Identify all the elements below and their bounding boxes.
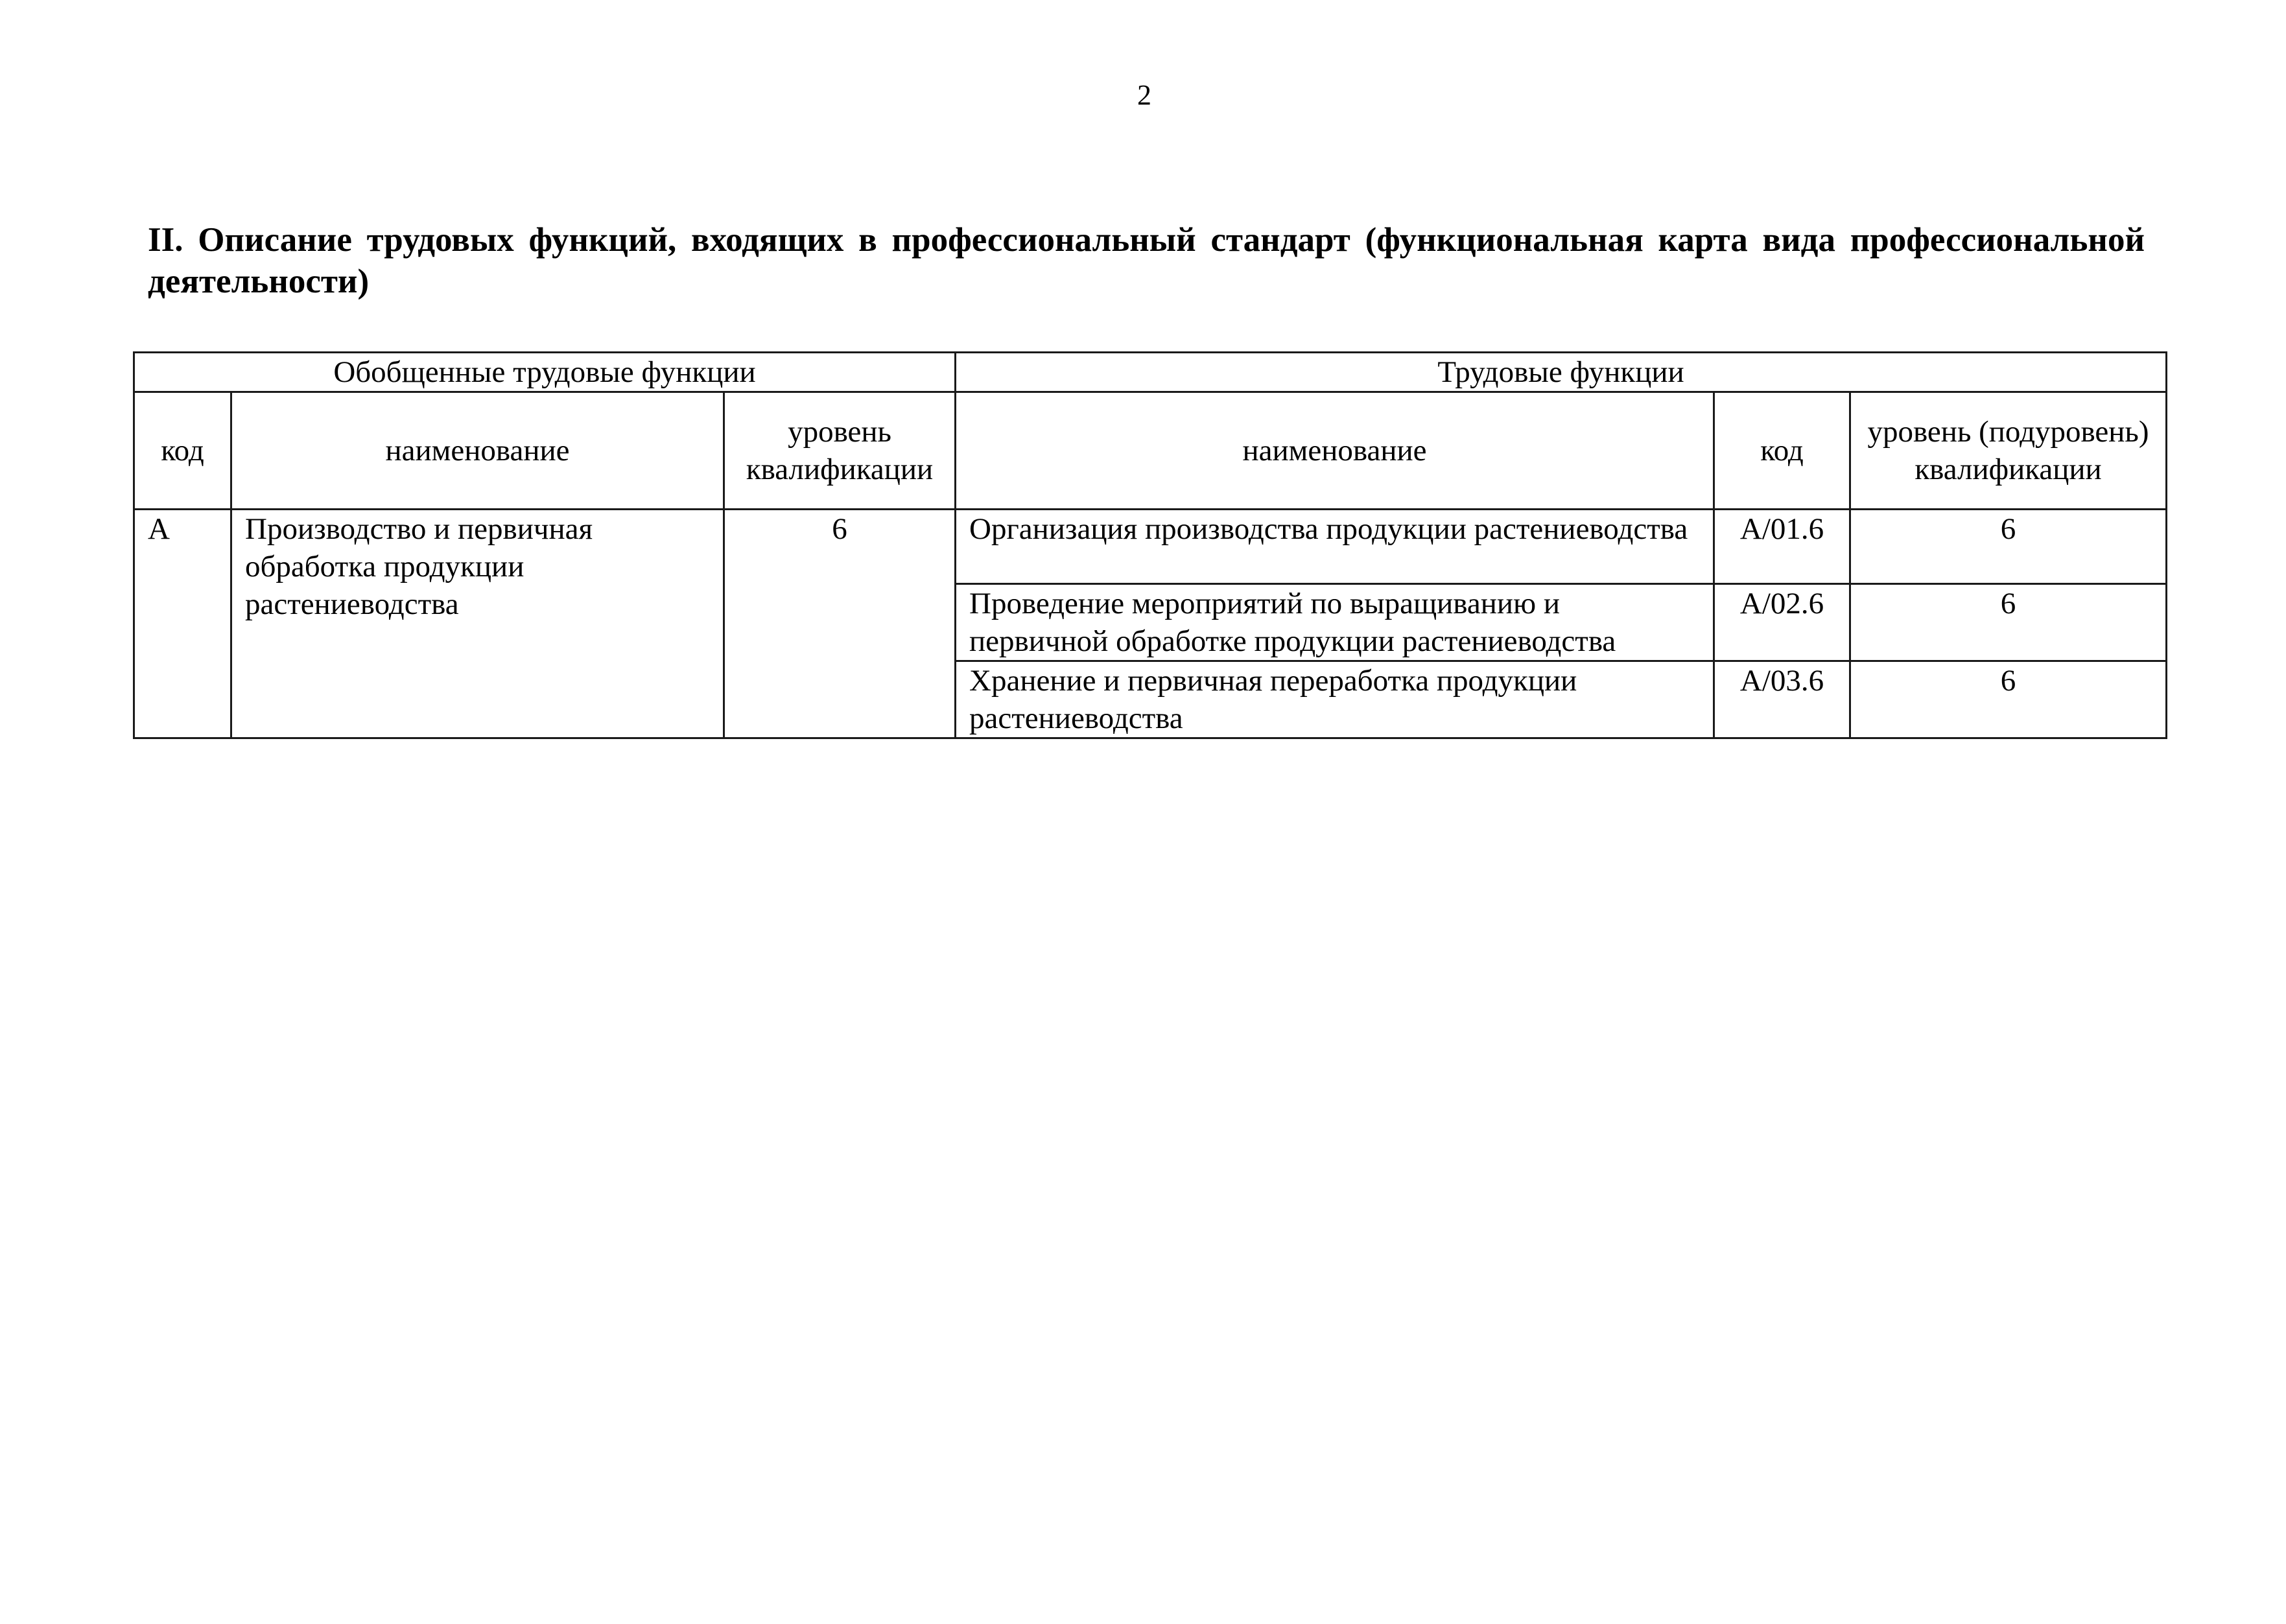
function-name: Хранение и первичная переработка продукции растениеводства xyxy=(956,661,1714,738)
function-code: A/03.6 xyxy=(1714,661,1850,738)
table-column-header-row xyxy=(134,392,2167,510)
functional-map-table xyxy=(133,351,2167,739)
header-func-level: уровень (подуровень) квалификации xyxy=(1850,392,2167,510)
function-level: 6 xyxy=(1850,584,2167,661)
header-generalized-functions: Обобщенные трудовые функции xyxy=(134,353,956,392)
page-number: 2 xyxy=(1137,79,1151,111)
header-func-code: код xyxy=(1714,392,1850,510)
table-group-header-row xyxy=(134,353,2167,392)
header-gen-name: наименование xyxy=(231,392,724,510)
section-title: II. Описание трудовых функций, входящих в профессиональный стандарт (функциональная карта вида профессиональной деятельности) xyxy=(148,221,2145,300)
header-gen-code: код xyxy=(134,392,231,510)
gen-function-name: Производство и первичная обработка продукции растениеводства xyxy=(231,510,724,738)
gen-function-level: 6 xyxy=(724,510,956,738)
gen-function-code: А xyxy=(134,510,231,738)
function-name: Проведение мероприятий по выращиванию и первичной обработке продукции растениеводства xyxy=(956,584,1714,661)
function-code: A/02.6 xyxy=(1714,584,1850,661)
table-row xyxy=(134,510,2167,584)
function-level: 6 xyxy=(1850,510,2167,584)
function-name: Организация производства продукции растениеводства xyxy=(956,510,1714,584)
function-code: A/01.6 xyxy=(1714,510,1850,584)
header-labor-functions: Трудовые функции xyxy=(956,353,2167,392)
header-func-name: наименование xyxy=(956,392,1714,510)
function-level: 6 xyxy=(1850,661,2167,738)
header-gen-level: уровень квалификации xyxy=(724,392,956,510)
